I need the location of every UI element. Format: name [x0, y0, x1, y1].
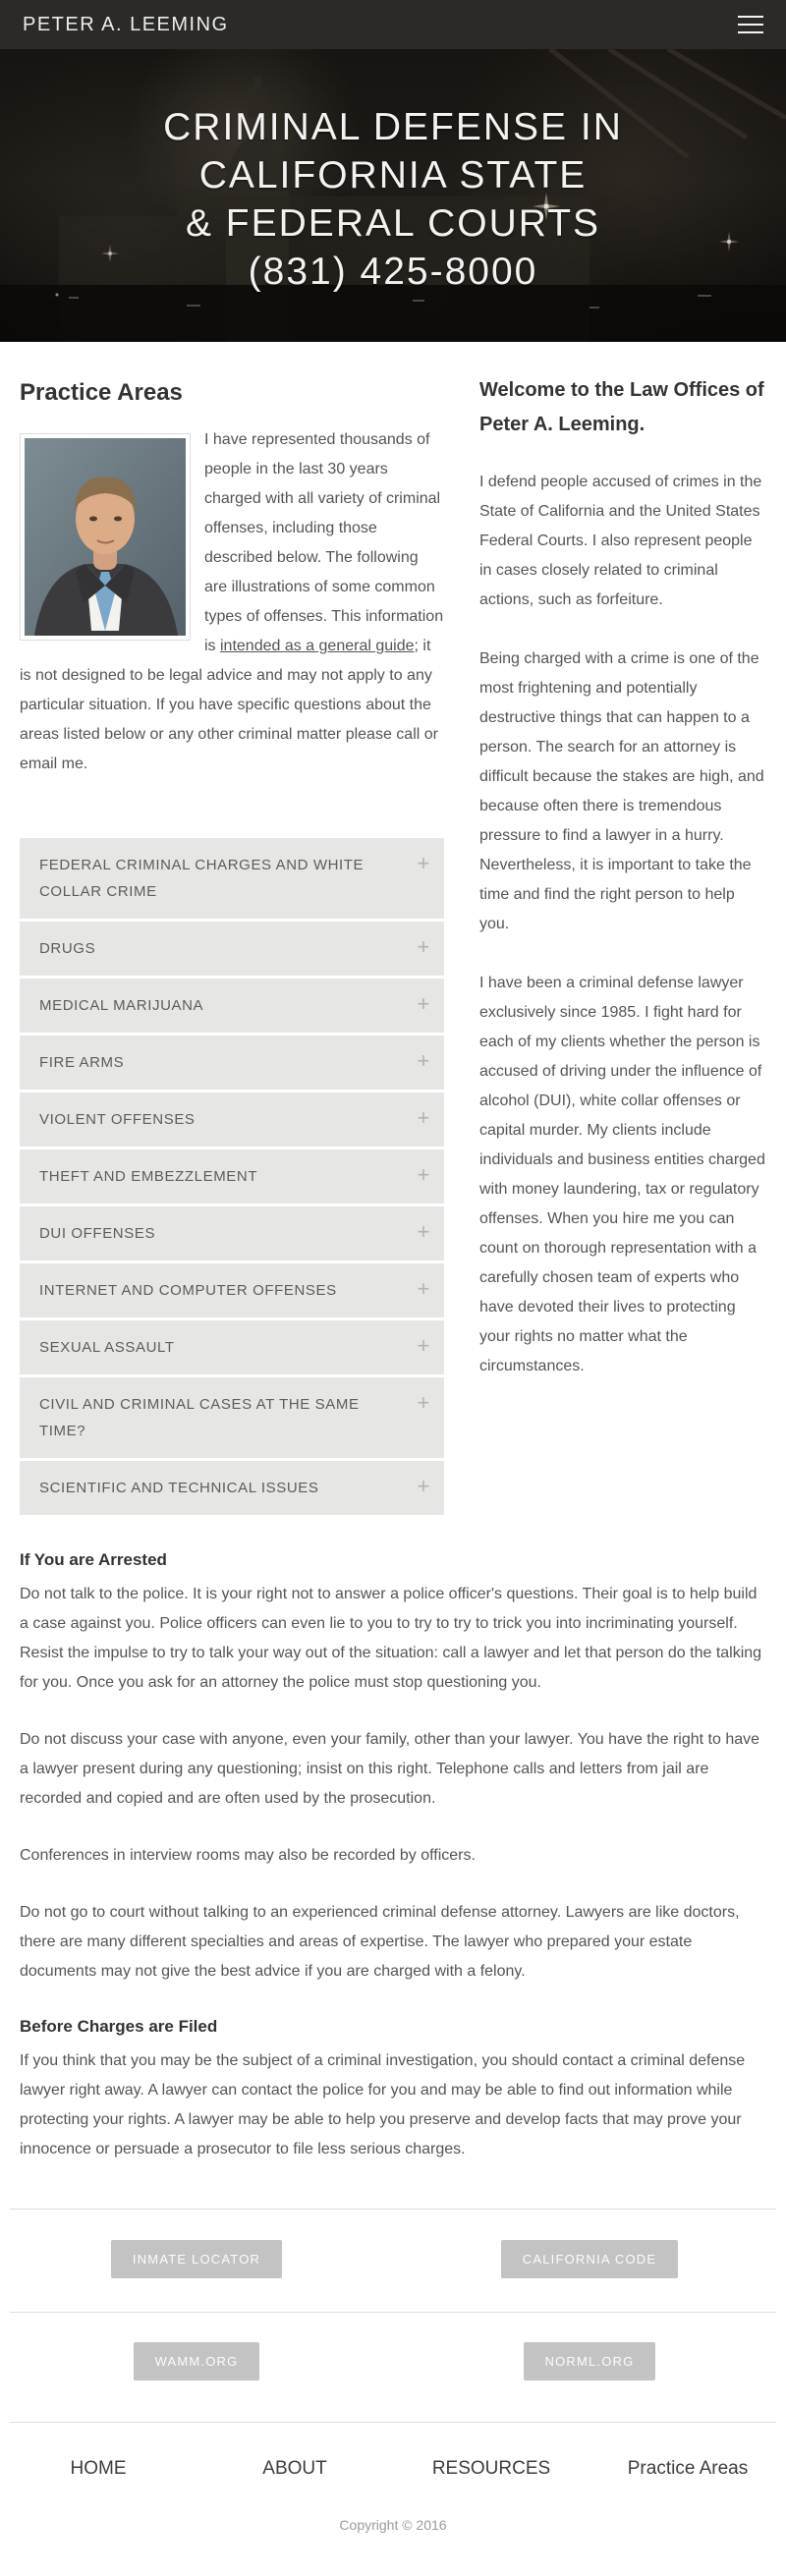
footer-nav-resources[interactable]: RESOURCES: [431, 2458, 551, 2479]
general-guide-link[interactable]: intended as a general guide: [220, 638, 415, 654]
accordion-item-drugs[interactable]: DRUGS +: [20, 922, 444, 976]
button-cell: [393, 2240, 786, 2278]
accordion-item-scientific-technical[interactable]: SCIENTIFIC AND TECHNICAL ISSUES +: [20, 1461, 444, 1515]
inmate-locator-button[interactable]: INMATE LOCATOR: [111, 2240, 282, 2278]
plus-icon: +: [417, 934, 430, 959]
menu-bar: [738, 24, 763, 26]
main-content: [0, 342, 786, 1518]
plus-icon: +: [417, 851, 430, 875]
hero-phone-number: (831) 425-8000: [248, 251, 538, 293]
plus-icon: +: [417, 1219, 430, 1244]
plus-icon: +: [417, 1162, 430, 1187]
intro-block: [20, 425, 444, 779]
plus-icon: +: [417, 1048, 430, 1073]
plus-icon: +: [417, 1333, 430, 1358]
plus-icon: +: [417, 1276, 430, 1301]
section-heading: Before Charges are Filed: [20, 2017, 218, 2036]
section-heading: If You are Arrested: [20, 1550, 167, 1569]
footer-nav-home[interactable]: HOME: [70, 2458, 127, 2479]
footer-nav: [0, 2458, 786, 2480]
welcome-paragraph: Being charged with a crime is one of the most frightening and potentially destructive things that can happen to a person. The search for an attorney is difficult because the stakes are high, and because often there is tremendous pressure to find a lawyer in a hurry. Nevertheless, it is important to take the time and find the right person to help you.: [479, 650, 764, 932]
california-code-button[interactable]: CALIFORNIA CODE: [501, 2240, 678, 2278]
hero-title-line: & FEDERAL COURTS: [185, 202, 601, 245]
arrested-paragraph: Do not discuss your case with anyone, even your family, other than your lawyer. You have the right to have a lawyer present during any questioning; insist on this right. Telephone calls and letters from jail are recorded and copied and are often used by the prosecution.: [20, 1731, 760, 1807]
if-arrested-section: [0, 1549, 786, 2164]
footer-nav-practice-areas[interactable]: Practice Areas: [627, 2458, 749, 2479]
menu-bar: [738, 16, 763, 18]
site-header: [0, 0, 786, 49]
attorney-photo: [20, 433, 191, 641]
button-cell: [0, 2240, 393, 2278]
site-title: PETER A. LEEMING: [23, 13, 229, 35]
plus-icon: +: [417, 1105, 430, 1130]
accordion-item-sexual-assault[interactable]: SEXUAL ASSAULT +: [20, 1320, 444, 1374]
button-cell: [0, 2342, 393, 2380]
attorney-portrait-image: [25, 438, 186, 636]
hamburger-menu-icon[interactable]: [738, 16, 763, 33]
welcome-paragraph: I defend people accused of crimes in the State of California and the United States Federal Courts. I also represent people in cases closely related to criminal actions, such as forfeiture.: [479, 474, 762, 608]
menu-bar: [738, 31, 763, 33]
resource-links-section: [0, 2209, 786, 2423]
intro-text: I have represented thousands of people in the last 30 years charged with all variety of criminal offenses, including those described below. The following are illustrations of some common types of offenses. This information is: [204, 431, 444, 654]
welcome-column: [479, 342, 766, 1411]
site-footer: [0, 2458, 786, 2576]
divider: [10, 2209, 776, 2210]
copyright-text: Copyright © 2016: [339, 2517, 447, 2533]
plus-icon: +: [417, 1474, 430, 1498]
hero-banner: [0, 49, 786, 342]
resource-button-row: [0, 2240, 786, 2278]
welcome-heading: Welcome to the Law Offices of Peter A. Leeming.: [479, 379, 764, 435]
hero-title-line: CRIMINAL DEFENSE IN: [163, 106, 623, 148]
divider: [10, 2422, 776, 2423]
accordion-item-civil-criminal[interactable]: CIVIL AND CRIMINAL CASES AT THE SAME TIME? +: [20, 1377, 444, 1458]
divider: [10, 2312, 776, 2313]
plus-icon: +: [417, 1390, 430, 1415]
norml-org-button[interactable]: NORML.ORG: [524, 2342, 656, 2380]
intro-text: ; it is not designed to be legal advice and may not apply to any particular situation. If you have specific questions about the areas listed below or any other criminal matter please call or email me.: [20, 638, 438, 772]
hero-title-block: [0, 49, 786, 342]
practice-areas-accordion: [20, 838, 444, 1515]
arrested-paragraph: Do not go to court without talking to an experienced criminal defense attorney. Lawyers are like doctors, there are many different specialties and areas of expertise. The lawyer who prepared your estate documents may not give the best advice if you are charged with a felony.: [20, 1904, 740, 1980]
page-title: Practice Areas: [20, 379, 183, 406]
accordion-item-violent-offenses[interactable]: VIOLENT OFFENSES +: [20, 1092, 444, 1147]
before-charges-paragraph: If you think that you may be the subject of a criminal investigation, you should contact a criminal defense lawyer right away. A lawyer can contact the police for you and may be able to find out information while protecting your rights. A lawyer may be able to help you preserve and develop facts that may prove your innocence or persuade a prosecutor to file less serious charges.: [20, 2052, 746, 2157]
accordion-item-dui-offenses[interactable]: DUI OFFENSES +: [20, 1206, 444, 1260]
accordion-item-internet-computer[interactable]: INTERNET AND COMPUTER OFFENSES +: [20, 1263, 444, 1317]
wamm-org-button[interactable]: WAMM.ORG: [134, 2342, 260, 2380]
resource-button-row: [0, 2342, 786, 2380]
accordion-item-theft-embezzlement[interactable]: THEFT AND EMBEZZLEMENT +: [20, 1149, 444, 1204]
hero-title-line: CALIFORNIA STATE: [198, 154, 588, 196]
button-cell: [393, 2342, 786, 2380]
arrested-paragraph: Conferences in interview rooms may also be recorded by officers.: [20, 1847, 476, 1864]
accordion-item-medical-marijuana[interactable]: MEDICAL MARIJUANA +: [20, 979, 444, 1033]
arrested-paragraph: Do not talk to the police. It is your right not to answer a police officer's questions. Their goal is to help build a case against you. Police officers can even lie to you to try to try to trick you into incriminating yourself. Resist the impulse to try to talk your way out of the situation: call a lawyer and let that person do the talking for you. Once you ask for an attorney the police must stop questioning you.: [20, 1586, 762, 1691]
footer-nav-about[interactable]: ABOUT: [262, 2458, 327, 2479]
welcome-paragraph: I have been a criminal defense lawyer exclusively since 1985. I fight hard for each of my clients whether the person is accused of driving under the influence of alcohol (DUI), white collar offenses or capital murder. My clients include individuals and business entities charged with money laundering, tax or regulatory offenses. When you hire me you can count on thorough representation with a carefully chosen team of experts who have devoted their lives to protecting your rights no matter what the circumstances.: [479, 975, 765, 1374]
plus-icon: +: [417, 991, 430, 1016]
accordion-item-federal-charges[interactable]: FEDERAL CRIMINAL CHARGES AND WHITE COLLAR CRIME +: [20, 838, 444, 919]
practice-areas-column: [20, 342, 444, 1518]
accordion-item-fire-arms[interactable]: FIRE ARMS +: [20, 1036, 444, 1090]
